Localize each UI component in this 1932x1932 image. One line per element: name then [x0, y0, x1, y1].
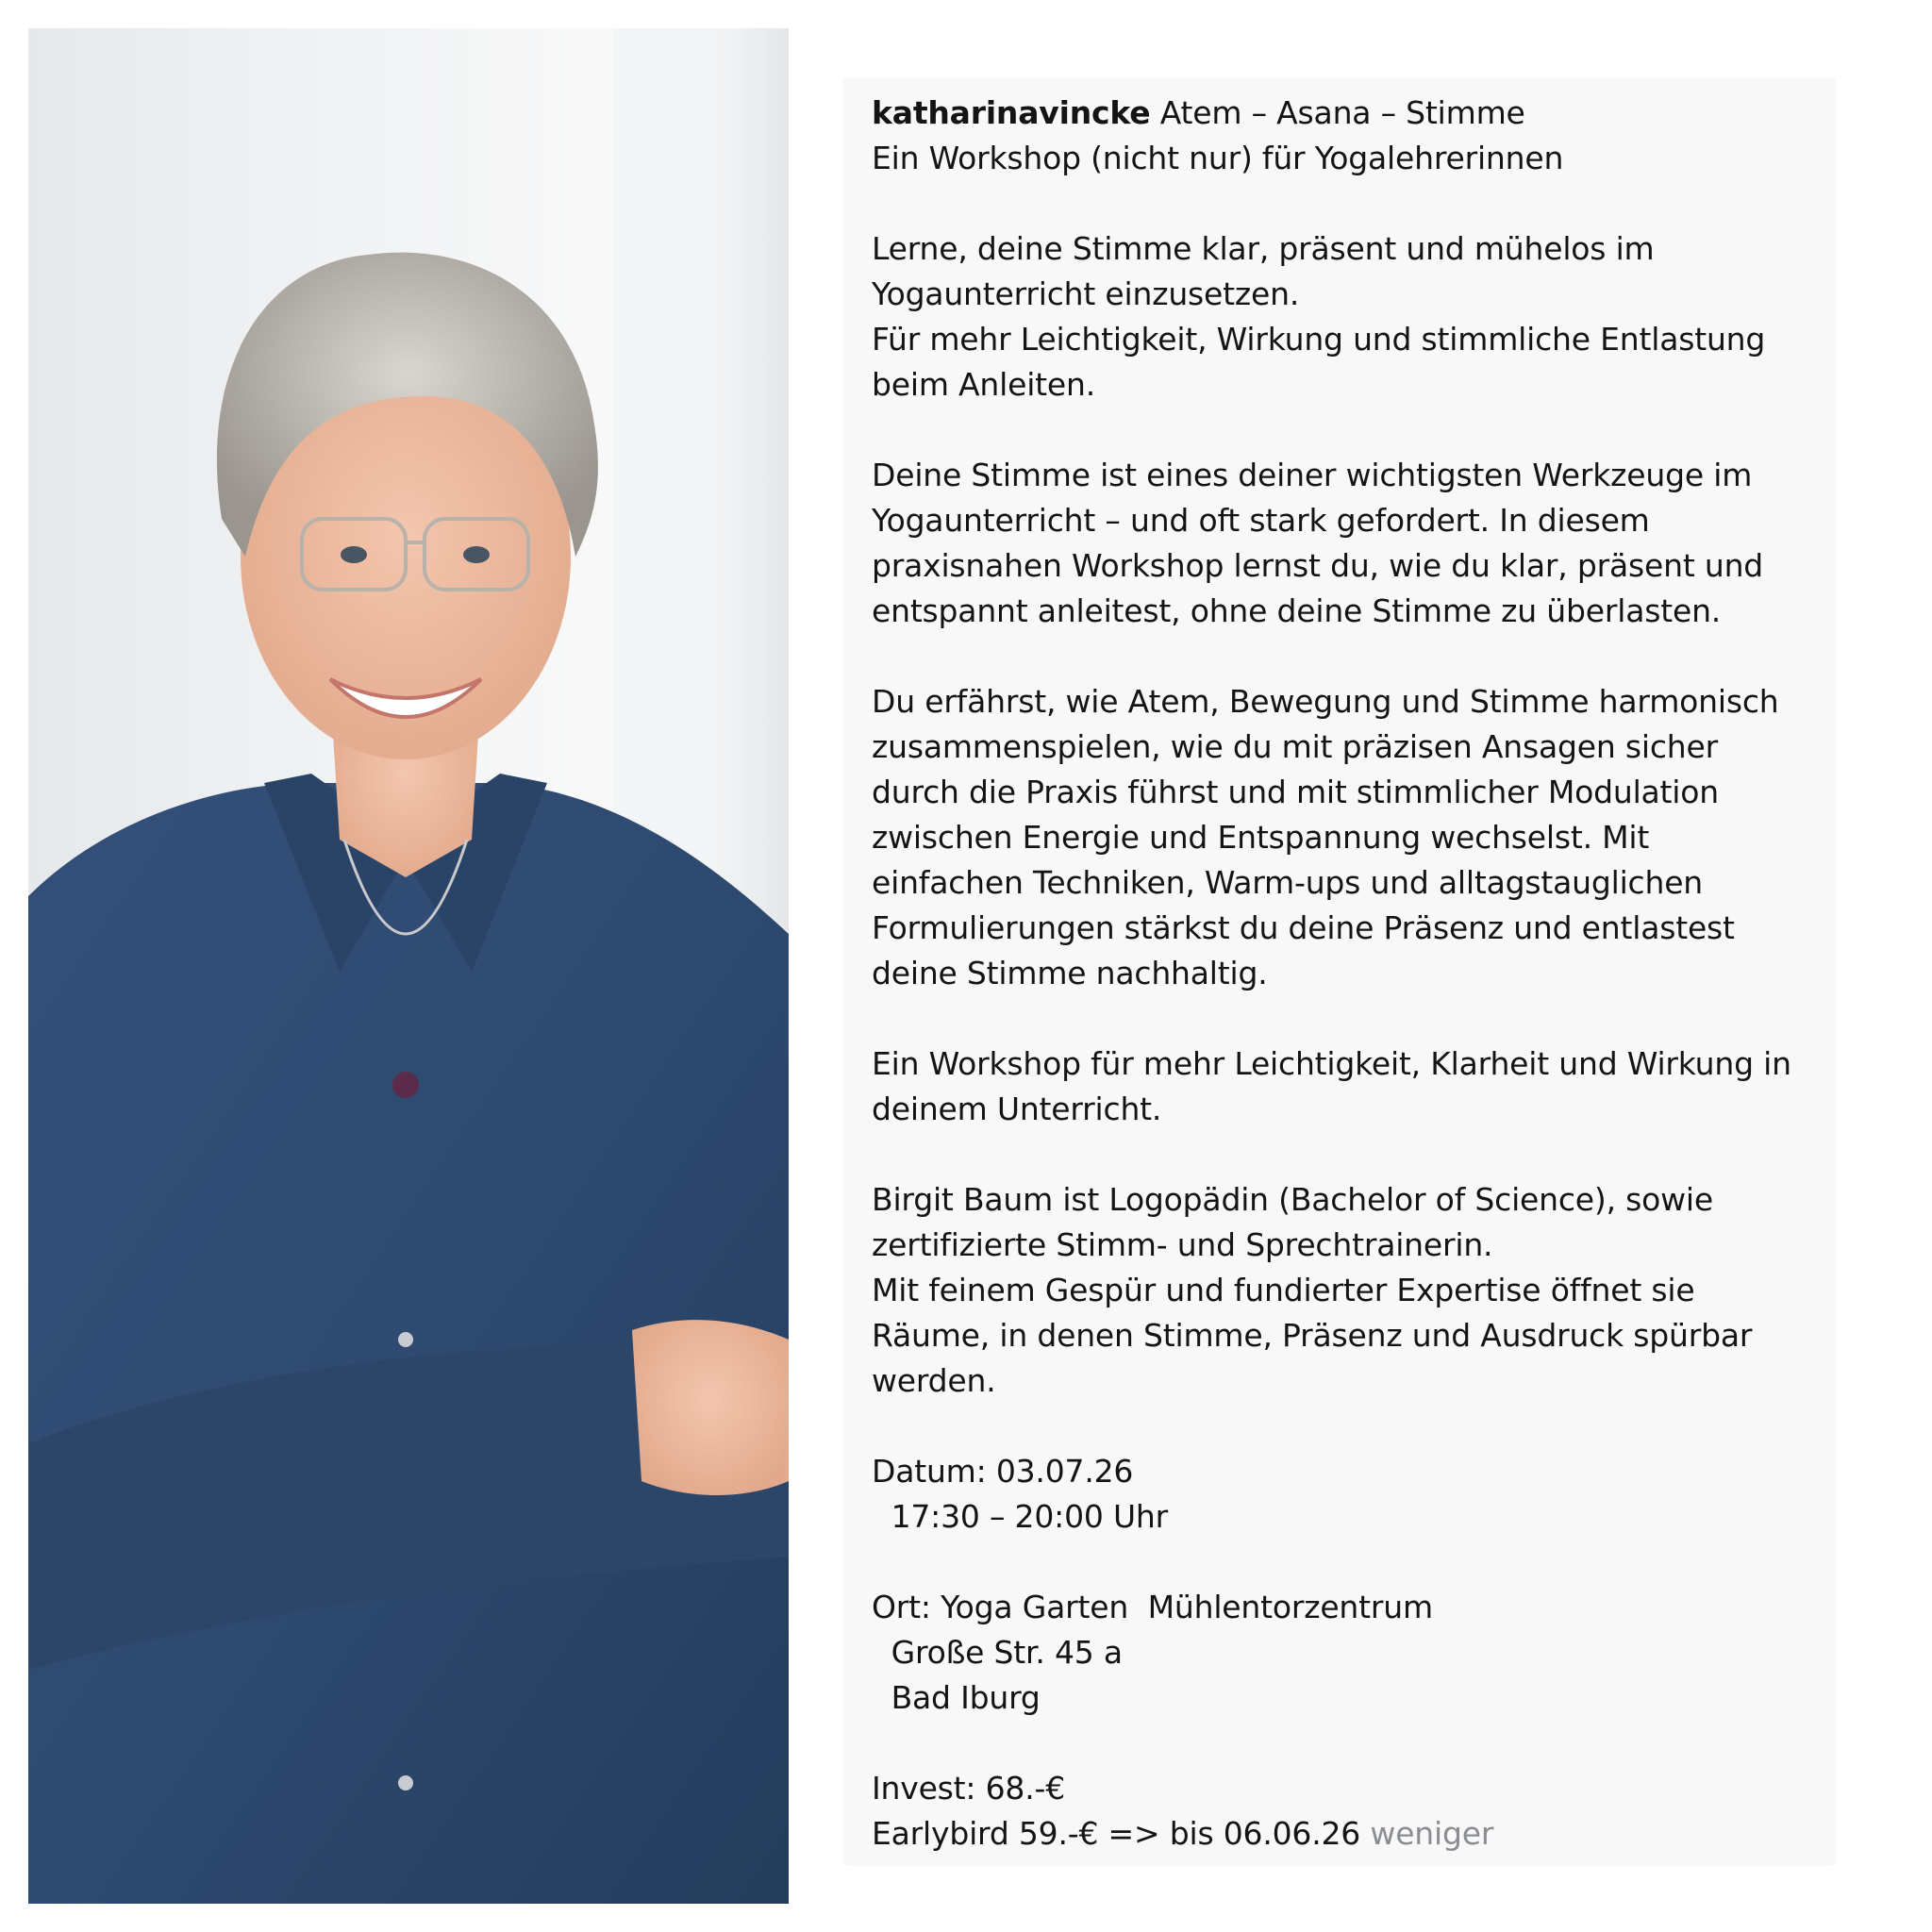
post-title: Atem – Asana – Stimme [1159, 94, 1525, 131]
trainer-bio-line: werden. [872, 1362, 996, 1399]
username-link[interactable]: katharinavincke [872, 94, 1151, 131]
portrait-illustration [28, 28, 789, 1904]
event-city: Bad Iburg [872, 1679, 1041, 1716]
trainer-bio-line: Räume, in denen Stimme, Präsenz und Ausdruck spürbar [872, 1317, 1753, 1354]
event-location: Ort: Yoga Garten Mühlentorzentrum [872, 1589, 1433, 1625]
details-line: zwischen Energie und Entspannung wechselst. Mit [872, 819, 1650, 856]
description-line: Yogaunterricht – und oft stark gefordert. In diesem [872, 502, 1650, 539]
post-caption [872, 91, 1815, 1857]
event-date: Datum: 03.07.26 [872, 1453, 1134, 1490]
details-line: Formulierungen stärkst du deine Präsenz und entlastest [872, 909, 1735, 946]
event-price: Invest: 68.-€ [872, 1770, 1066, 1807]
trainer-bio-line: Birgit Baum ist Logopädin (Bachelor of Science), sowie [872, 1181, 1713, 1218]
trainer-bio-line: Mit feinem Gespür und fundierter Expertise öffnet sie [872, 1272, 1695, 1308]
caption-card [843, 77, 1836, 1866]
summary-line: Ein Workshop für mehr Leichtigkeit, Klarheit und Wirkung in [872, 1045, 1791, 1082]
details-line: durch die Praxis führst und mit stimmlicher Modulation [872, 774, 1719, 810]
post-subtitle: Ein Workshop (nicht nur) für Yogalehrerinnen [872, 140, 1564, 176]
post-photo[interactable] [28, 28, 789, 1904]
summary-line: deinem Unterricht. [872, 1091, 1162, 1127]
details-line: Du erfährst, wie Atem, Bewegung und Stimme harmonisch [872, 683, 1779, 720]
earlybird-price: Earlybird 59.-€ => bis 06.06.26 [872, 1815, 1361, 1852]
details-line: einfachen Techniken, Warm-ups und alltagstauglichen [872, 864, 1704, 901]
show-less-link[interactable]: weniger [1370, 1815, 1494, 1852]
description-line: praxisnahen Workshop lernst du, wie du klar, präsent und [872, 547, 1764, 584]
intro-line: Yogaunterricht einzusetzen. [872, 275, 1300, 312]
paragraph-spacer [872, 996, 1815, 1041]
intro-line: beim Anleiten. [872, 366, 1096, 403]
event-street: Große Str. 45 a [872, 1634, 1123, 1671]
paragraph-spacer [872, 408, 1815, 453]
paragraph-spacer [872, 1721, 1815, 1766]
paragraph-spacer [872, 634, 1815, 679]
event-time: 17:30 – 20:00 Uhr [872, 1498, 1168, 1535]
intro-line: Lerne, deine Stimme klar, präsent und mühelos im [872, 230, 1655, 267]
paragraph-spacer [872, 181, 1815, 226]
details-line: deine Stimme nachhaltig. [872, 955, 1268, 991]
earlybird-line [872, 1811, 1815, 1857]
description-line: Deine Stimme ist eines deiner wichtigsten Werkzeuge im [872, 457, 1753, 493]
trainer-bio-line: zertifizierte Stimm- und Sprechtrainerin. [872, 1226, 1493, 1263]
details-line: zusammenspielen, wie du mit präzisen Ansagen sicher [872, 728, 1718, 765]
description-line: entspannt anleitest, ohne deine Stimme zu überlasten. [872, 592, 1722, 629]
caption-header-line [872, 91, 1815, 136]
intro-line: Für mehr Leichtigkeit, Wirkung und stimmliche Entlastung [872, 321, 1766, 358]
paragraph-spacer [872, 1404, 1815, 1449]
paragraph-spacer [872, 1540, 1815, 1585]
paragraph-spacer [872, 1132, 1815, 1177]
